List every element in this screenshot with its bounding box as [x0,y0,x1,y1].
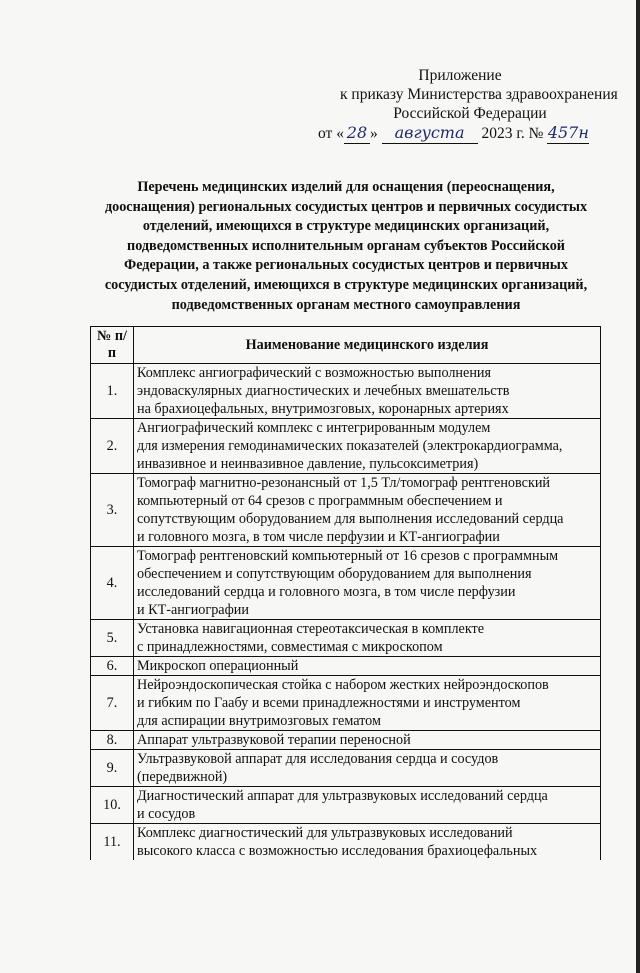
device-name-line: для измерения гемодинамических показателей (электрокардиограмма, [137,438,563,454]
device-name-line: и головного мозга, в том числе перфузии и КТ-ангиографии [137,529,500,545]
device-name [134,620,601,657]
row-number: 11. [91,824,134,861]
device-name [134,750,601,787]
device-name-line: Ангиографический комплекс с интегрированным модулем [137,420,491,436]
row-number: 8. [91,731,134,750]
row-number: 3. [91,474,134,547]
order-day: 28 [346,123,368,142]
column-header-name: Наименование медицинского изделия [134,327,601,364]
country-name: Российской Федерации [393,105,547,122]
order-month: августа [394,123,465,142]
scan-edge [636,0,640,973]
device-name [134,364,601,419]
device-name-line: с принадлежностями, совместимая с микроскопом [137,639,443,655]
device-name-line: Нейроэндоскопическая стойка с набором жестких нейроэндоскопов [137,677,549,693]
device-name-line: Микроскоп операционный [137,658,299,674]
device-name-line: компьютерный от 64 срезов с программным обеспечением и [137,493,503,509]
device-name-line: исследований сердца и головного мозга, в том числе перфузии [137,584,516,600]
table-row [91,731,601,750]
device-name-line: Ультразвуковой аппарат для исследования сердца и сосудов [137,751,499,767]
device-name [134,676,601,731]
device-name-line: сопутствующим оборудованием для выполнения исследований сердца [137,511,564,527]
order-date-line [318,123,600,144]
row-number: 2. [91,419,134,474]
device-name-line: Комплекс диагностический для ультразвуковых исследований [137,825,513,841]
device-name-line: высокого класса с возможностью исследования брахиоцефальных [137,843,538,859]
row-number: 5. [91,620,134,657]
order-prefix: от « [318,125,344,142]
table-row [91,787,601,824]
order-month-blank [382,123,478,144]
table-row [91,657,601,676]
approval-block [300,66,618,144]
device-name-line: и гибким по Гаабу и всеми принадлежностями и инструментом [137,695,521,711]
table-body [91,364,601,861]
device-name-line: эндоваскулярных диагностических и лечебных вмешательств [137,383,510,399]
row-number: 7. [91,676,134,731]
device-name [134,419,601,474]
device-name-line: Диагностический аппарат для ультразвуковых исследований сердца [137,788,548,804]
row-number: 10. [91,787,134,824]
row-number: 4. [91,547,134,620]
device-name-line: Томограф магнитно-резонансный от 1,5 Тл/томограф рентгеновский [137,475,551,491]
row-number: 1. [91,364,134,419]
device-name [134,731,601,750]
device-name-line: на брахиоцефальных, внутримозговых, коронарных артериях [137,401,509,417]
device-name-line: обеспечением и сопутствующим оборудованием для выполнения [137,566,532,582]
table-row [91,474,601,547]
table-row [91,620,601,657]
device-name-line: инвазивное и неинвазивное давление, пульсоксиметрия) [137,456,479,472]
device-name-line: Аппарат ультразвуковой терапии переносной [137,732,411,748]
device-name-line: Установка навигационная стереотаксическая в комплекте [137,621,485,637]
column-header-number: № п/п [91,327,134,364]
equipment-table [90,326,601,860]
device-name-line: для аспирации внутримозговых гематом [137,713,381,729]
device-name [134,824,601,861]
row-number: 6. [91,657,134,676]
appendix-label: Приложение [418,67,502,84]
table-row [91,750,601,787]
document-title: Перечень медицинских изделий для оснащения (переоснащения, дооснащения) региональных сосудистых центров и первичных сосудистых отделений, имеющихся в структуре медицинских организаций, подведомственных исполнительным органам субъектов Российской Федерации, а также региональных сосудистых центров и первичных сосудистых отделений, имеющихся в структуре медицинских организаций, подведомственных органам местного самоуправления [104,179,588,313]
device-name-line: Томограф рентгеновский компьютерный от 16 срезов с программным [137,548,559,564]
device-name-line: и сосудов [137,806,196,822]
order-number: 457н [547,123,589,142]
table-row [91,824,601,861]
device-name [134,474,601,547]
device-name-line: и КТ-ангиографии [137,602,249,618]
table-row [91,676,601,731]
device-name [134,787,601,824]
order-year: 2023 г. № [481,125,544,142]
device-name-line: Комплекс ангиографический с возможностью выполнения [137,365,492,381]
device-name [134,657,601,676]
order-quote-close: » [369,125,378,142]
order-day-blank [344,123,370,144]
device-name [134,547,601,620]
order-of-ministry: к приказу Министерства здравоохранения [340,86,618,103]
table-row [91,419,601,474]
order-number-blank [547,123,589,144]
row-number: 9. [91,750,134,787]
table-header-row [91,327,601,364]
device-name-line: (передвижной) [137,769,228,785]
table-row [91,364,601,419]
table-row [91,547,601,620]
